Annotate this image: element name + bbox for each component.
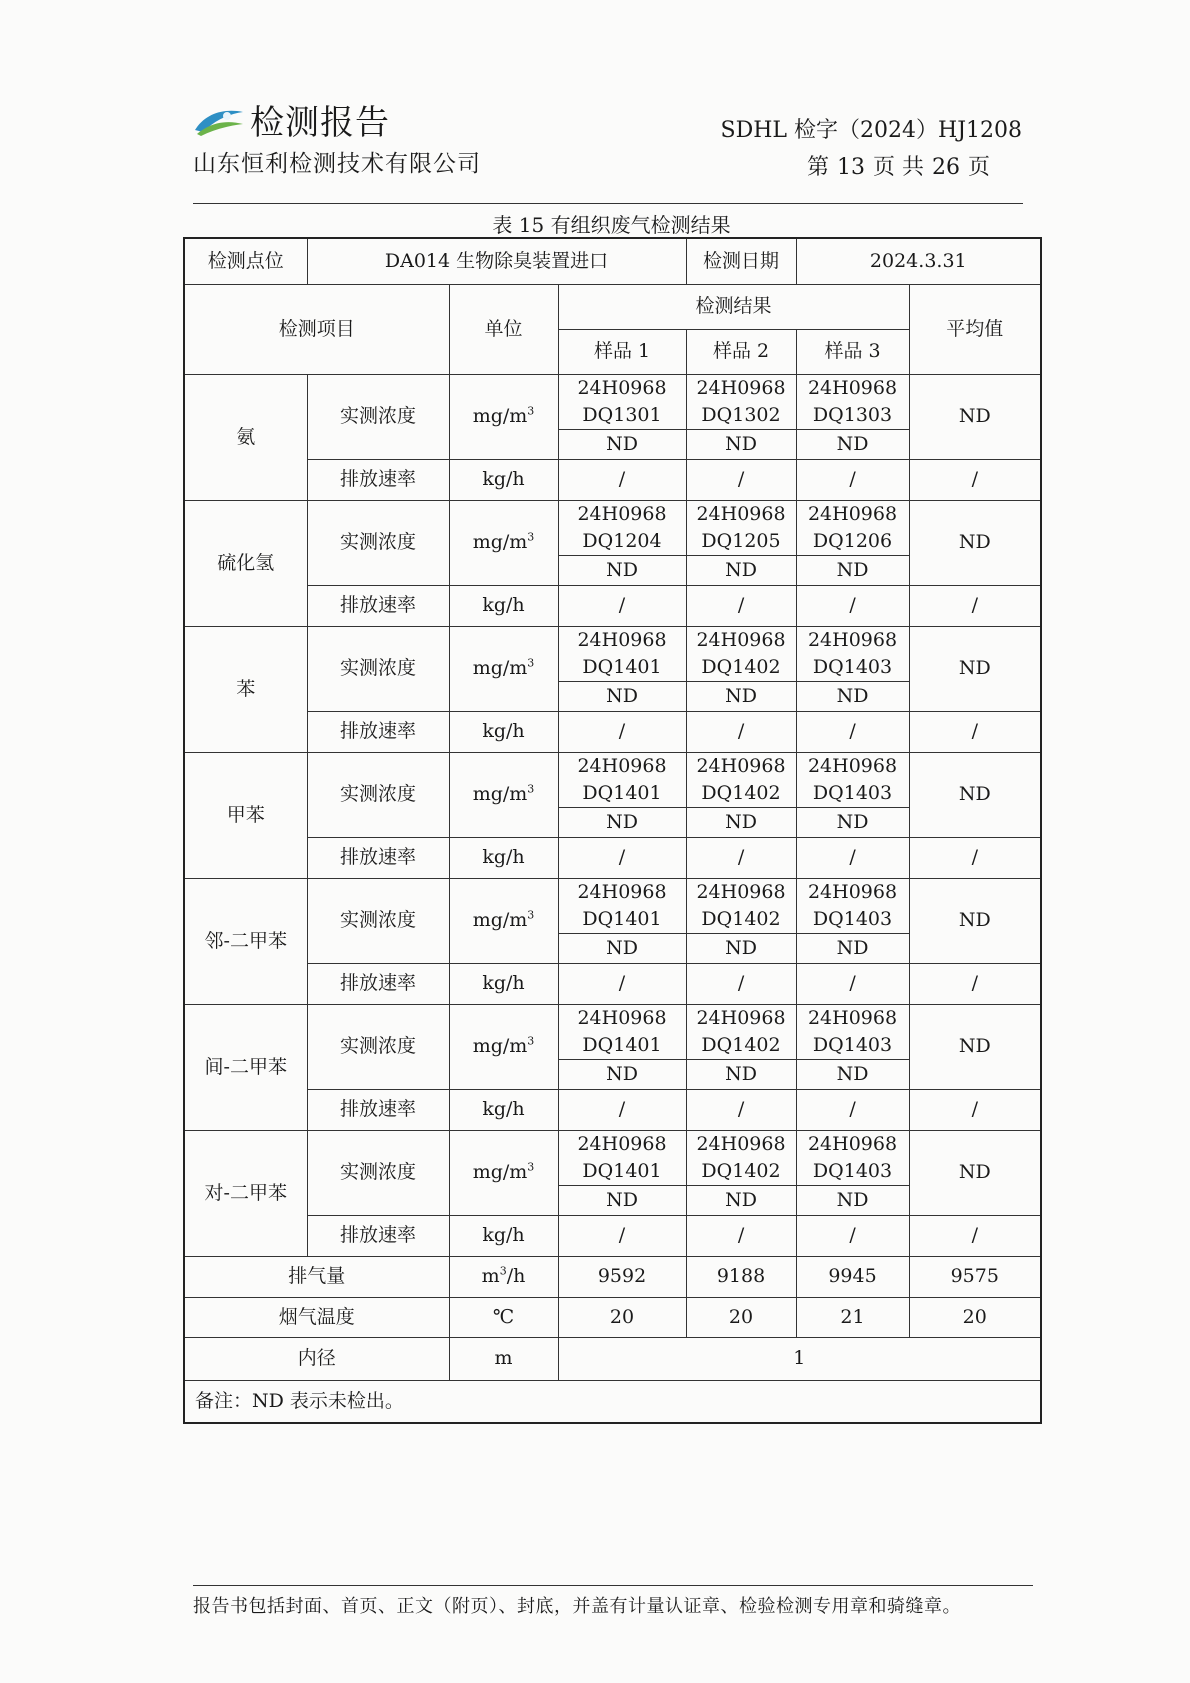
temp-value: 20: [686, 1297, 796, 1337]
pollutant-conc-row: [184, 500, 1041, 555]
rate-average: /: [909, 711, 1041, 752]
location-value: DA014 生物除臭装置进口: [307, 238, 686, 284]
company-name: 山东恒利检测技术有限公司: [193, 151, 481, 177]
header-divider: [193, 203, 1023, 204]
sample-id-text: 24H0968 DQ1402: [696, 880, 786, 930]
pollutant-rate-row: [184, 1215, 1041, 1256]
sample-id-text: 24H0968 DQ1401: [577, 628, 667, 678]
conc-average: ND: [909, 374, 1041, 459]
unit-base: mg/m: [472, 657, 528, 679]
page-prefix: 第: [806, 155, 829, 180]
sample-id: [558, 1130, 686, 1185]
rate-value: /: [558, 1089, 686, 1130]
sample-id: [686, 752, 796, 807]
pollutant-name: 间-二甲苯: [184, 1004, 307, 1130]
diameter-value: 1: [558, 1337, 1041, 1380]
sample-id-text: 24H0968 DQ1403: [807, 1132, 898, 1182]
sample-id-text: 24H0968 DQ1401: [577, 880, 667, 930]
flow-value: 9945: [796, 1256, 909, 1297]
sample-id-text: 24H0968 DQ1402: [696, 1006, 786, 1056]
rate-value: /: [558, 1215, 686, 1256]
date-value: 2024.3.31: [796, 238, 1041, 284]
pollutant-rate-row: [184, 963, 1041, 1004]
sample-id: [686, 626, 796, 681]
conc-value: ND: [558, 555, 686, 585]
rate-unit: kg/h: [449, 963, 558, 1004]
sample-id: [796, 500, 909, 555]
conc-value: ND: [796, 933, 909, 963]
rate-value: /: [686, 837, 796, 878]
pollutant-rate-row: [184, 585, 1041, 626]
flow-label: 排气量: [184, 1256, 449, 1297]
rate-label: 排放速率: [307, 963, 449, 1004]
conc-value: ND: [796, 1059, 909, 1089]
header-row: [184, 284, 1041, 329]
unit-exponent: 3: [499, 1264, 507, 1278]
pollutant-name: 邻-二甲苯: [184, 878, 307, 1004]
conc-average: ND: [909, 752, 1041, 837]
rate-average: /: [909, 963, 1041, 1004]
rate-label: 排放速率: [307, 837, 449, 878]
sample-header: 样品 1: [558, 329, 686, 374]
diameter-row: [184, 1337, 1041, 1380]
sample-id: [796, 878, 909, 933]
conc-label: 实测浓度: [307, 374, 449, 459]
conc-unit: [449, 1004, 558, 1089]
rate-value: /: [686, 963, 796, 1004]
flow-value: 9592: [558, 1256, 686, 1297]
conc-label: 实测浓度: [307, 626, 449, 711]
unit-base: mg/m: [472, 1161, 528, 1183]
conc-unit: [449, 752, 558, 837]
pollutant-name: 氨: [184, 374, 307, 500]
rate-value: /: [686, 1089, 796, 1130]
page-current: 13: [836, 155, 865, 180]
conc-value: ND: [558, 681, 686, 711]
rate-value: /: [558, 963, 686, 1004]
flow-value: 9188: [686, 1256, 796, 1297]
conc-value: ND: [686, 807, 796, 837]
page-mid: 页 共: [872, 155, 924, 180]
conc-unit: [449, 500, 558, 585]
temp-value: 20: [558, 1297, 686, 1337]
sample-id-text: 24H0968 DQ1403: [807, 880, 898, 930]
flow-row: [184, 1256, 1041, 1297]
conc-value: ND: [796, 681, 909, 711]
temp-unit: ℃: [449, 1297, 558, 1337]
sample-id: [796, 626, 909, 681]
location-label: 检测点位: [184, 238, 307, 284]
conc-value: ND: [686, 933, 796, 963]
rate-value: /: [686, 585, 796, 626]
sample-id-text: 24H0968 DQ1204: [577, 502, 667, 552]
remark-note: 备注：ND 表示未检出。: [184, 1380, 1041, 1423]
company-logo-icon: [193, 100, 245, 136]
sample-id-text: 24H0968 DQ1403: [807, 628, 898, 678]
sample-id-text: 24H0968 DQ1303: [807, 376, 898, 426]
conc-value: ND: [686, 1185, 796, 1215]
report-title: 检测报告: [250, 103, 390, 143]
rate-unit: kg/h: [449, 837, 558, 878]
conc-average: ND: [909, 626, 1041, 711]
pollutant-name: 甲苯: [184, 752, 307, 878]
unit-header: 单位: [449, 284, 558, 374]
unit-exponent: 3: [527, 530, 535, 544]
page-indicator: [803, 150, 994, 181]
pollutant-name: 苯: [184, 626, 307, 752]
conc-label: 实测浓度: [307, 752, 449, 837]
rate-unit: kg/h: [449, 459, 558, 500]
footer-note: 报告书包括封面、首页、正文（附页）、封底，并盖有计量认证章、检验检测专用章和骑缝章。: [193, 1596, 961, 1617]
sample-header: 样品 3: [796, 329, 909, 374]
conc-value: ND: [686, 681, 796, 711]
rate-value: /: [558, 459, 686, 500]
unit-base: m: [481, 1265, 500, 1287]
rate-value: /: [558, 585, 686, 626]
rate-label: 排放速率: [307, 1089, 449, 1130]
rate-unit: kg/h: [449, 1215, 558, 1256]
sample-id: [686, 500, 796, 555]
conc-average: ND: [909, 1130, 1041, 1215]
sample-id-text: 24H0968 DQ1301: [577, 376, 667, 426]
unit-base: mg/m: [472, 531, 528, 553]
rate-value: /: [686, 1215, 796, 1256]
unit-base: mg/m: [472, 909, 528, 931]
pollutant-rate-row: [184, 459, 1041, 500]
sample-id: [558, 374, 686, 429]
pollutant-rate-row: [184, 711, 1041, 752]
rate-value: /: [686, 711, 796, 752]
sample-id-text: 24H0968 DQ1402: [696, 1132, 786, 1182]
conc-average: ND: [909, 500, 1041, 585]
pollutant-conc-row: [184, 752, 1041, 807]
sample-id: [558, 752, 686, 807]
sample-id: [686, 878, 796, 933]
sample-id: [796, 1004, 909, 1059]
sample-id: [558, 500, 686, 555]
rate-value: /: [796, 459, 909, 500]
unit-exponent: 3: [527, 908, 535, 922]
page-total: 26: [931, 155, 960, 180]
conc-value: ND: [796, 555, 909, 585]
conc-unit: [449, 626, 558, 711]
conc-value: ND: [558, 429, 686, 459]
sample-id-text: 24H0968 DQ1205: [696, 502, 786, 552]
rate-unit: kg/h: [449, 585, 558, 626]
sample-id: [686, 1004, 796, 1059]
conc-value: ND: [686, 429, 796, 459]
rate-value: /: [558, 837, 686, 878]
note-row: [184, 1380, 1041, 1423]
conc-label: 实测浓度: [307, 1004, 449, 1089]
sample-id: [558, 1004, 686, 1059]
conc-unit: [449, 878, 558, 963]
sample-id-text: 24H0968 DQ1302: [696, 376, 786, 426]
conc-value: ND: [686, 1059, 796, 1089]
pollutant-conc-row: [184, 1004, 1041, 1059]
footer-divider: [193, 1585, 1033, 1586]
rate-unit: kg/h: [449, 1089, 558, 1130]
rate-value: /: [796, 1215, 909, 1256]
sample-id: [558, 626, 686, 681]
rate-average: /: [909, 1089, 1041, 1130]
table-caption: 表 15 有组织废气检测结果: [492, 213, 731, 237]
conc-value: ND: [796, 1185, 909, 1215]
conc-value: ND: [796, 429, 909, 459]
conc-value: ND: [558, 807, 686, 837]
conc-value: ND: [558, 933, 686, 963]
pollutant-name: 对-二甲苯: [184, 1130, 307, 1256]
conc-value: ND: [558, 1059, 686, 1089]
sample-id: [686, 374, 796, 429]
rate-label: 排放速率: [307, 585, 449, 626]
date-label: 检测日期: [686, 238, 796, 284]
sample-id-text: 24H0968 DQ1402: [696, 628, 786, 678]
pollutant-conc-row: [184, 878, 1041, 933]
rate-unit: kg/h: [449, 711, 558, 752]
sample-id-text: 24H0968 DQ1403: [807, 1006, 898, 1056]
pollutant-rate-row: [184, 837, 1041, 878]
rate-label: 排放速率: [307, 459, 449, 500]
sample-id-text: 24H0968 DQ1403: [807, 754, 898, 804]
rate-average: /: [909, 459, 1041, 500]
rate-average: /: [909, 837, 1041, 878]
pollutant-conc-row: [184, 374, 1041, 429]
result-header: 检测结果: [558, 284, 909, 329]
item-header: 检测项目: [184, 284, 449, 374]
temp-row: [184, 1297, 1041, 1337]
temp-label: 烟气温度: [184, 1297, 449, 1337]
unit-exponent: 3: [527, 1160, 535, 1174]
page-suffix: 页: [967, 155, 990, 180]
sample-id-text: 24H0968 DQ1206: [807, 502, 898, 552]
temp-average: 20: [909, 1297, 1041, 1337]
rate-value: /: [796, 585, 909, 626]
report-code: SDHL 检字（2024）HJ1208: [720, 118, 1022, 143]
unit-exponent: 3: [527, 1034, 535, 1048]
rate-value: /: [558, 711, 686, 752]
results-table: [183, 237, 1042, 1424]
unit-exponent: 3: [527, 656, 535, 670]
unit-exponent: 3: [527, 782, 535, 796]
unit-tail: /h: [506, 1265, 526, 1287]
pollutant-name: 硫化氢: [184, 500, 307, 626]
sample-id-text: 24H0968 DQ1401: [577, 754, 667, 804]
pollutant-rate-row: [184, 1089, 1041, 1130]
rate-label: 排放速率: [307, 711, 449, 752]
rate-value: /: [796, 711, 909, 752]
conc-value: ND: [558, 1185, 686, 1215]
conc-value: ND: [686, 555, 796, 585]
rate-value: /: [796, 837, 909, 878]
temp-value: 21: [796, 1297, 909, 1337]
pollutant-conc-row: [184, 626, 1041, 681]
conc-unit: [449, 374, 558, 459]
conc-label: 实测浓度: [307, 1130, 449, 1215]
diameter-unit: m: [449, 1337, 558, 1380]
rate-value: /: [686, 459, 796, 500]
sample-id: [796, 374, 909, 429]
unit-base: mg/m: [472, 1035, 528, 1057]
sample-id: [796, 752, 909, 807]
conc-average: ND: [909, 1004, 1041, 1089]
sample-id-text: 24H0968 DQ1401: [577, 1132, 667, 1182]
conc-label: 实测浓度: [307, 500, 449, 585]
conc-label: 实测浓度: [307, 878, 449, 963]
pollutant-conc-row: [184, 1130, 1041, 1185]
unit-base: mg/m: [472, 783, 528, 805]
rate-average: /: [909, 585, 1041, 626]
sample-header: 样品 2: [686, 329, 796, 374]
flow-average: 9575: [909, 1256, 1041, 1297]
diameter-label: 内径: [184, 1337, 449, 1380]
meta-row: [184, 238, 1041, 284]
sample-id: [686, 1130, 796, 1185]
conc-value: ND: [796, 807, 909, 837]
rate-value: /: [796, 963, 909, 1004]
rate-label: 排放速率: [307, 1215, 449, 1256]
conc-unit: [449, 1130, 558, 1215]
unit-exponent: 3: [527, 404, 535, 418]
sample-id: [796, 1130, 909, 1185]
avg-header: 平均值: [909, 284, 1041, 374]
sample-id: [558, 878, 686, 933]
rate-value: /: [796, 1089, 909, 1130]
rate-average: /: [909, 1215, 1041, 1256]
unit-base: mg/m: [472, 405, 528, 427]
flow-unit: [449, 1256, 558, 1297]
conc-average: ND: [909, 878, 1041, 963]
sample-id-text: 24H0968 DQ1401: [577, 1006, 667, 1056]
sample-id-text: 24H0968 DQ1402: [696, 754, 786, 804]
